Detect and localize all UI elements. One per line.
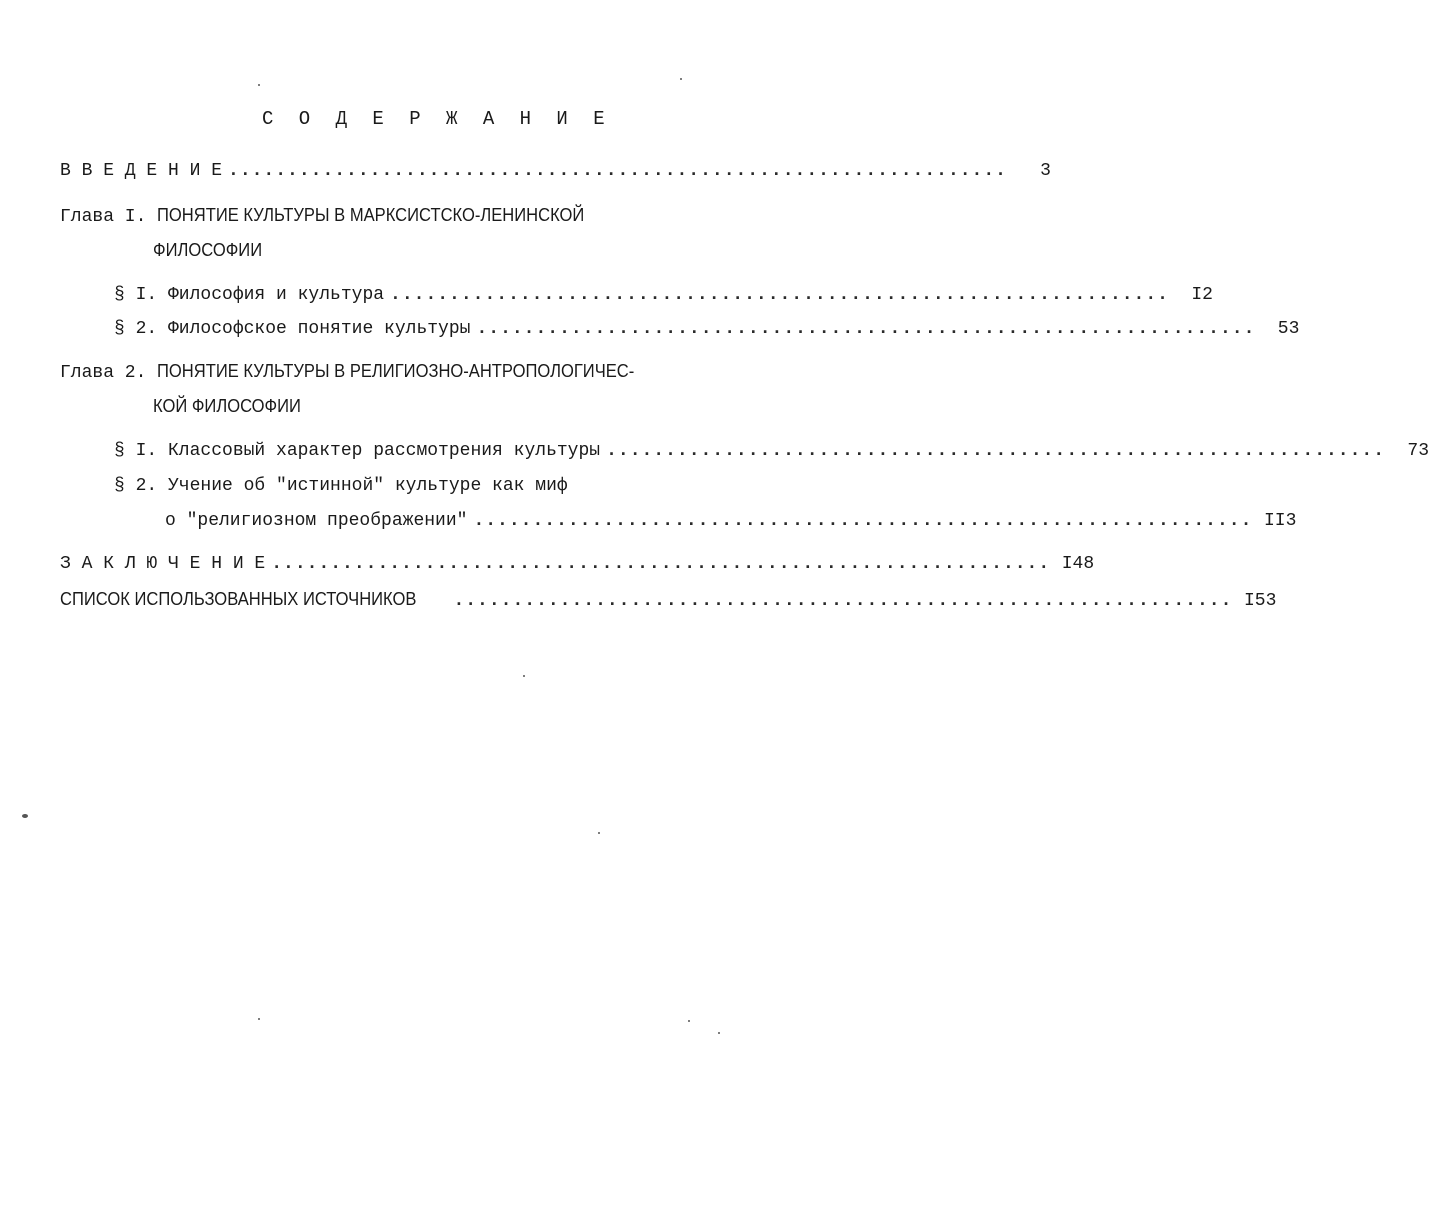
toc-entry-label: § 2. Учение об "истинной" культуре как миф	[114, 476, 568, 496]
chapter-label: Глава I.	[60, 207, 147, 227]
dot-leader: ..................................................................	[476, 319, 1256, 339]
chapter-title-continuation: ФИЛОСОФИИ	[153, 240, 263, 260]
scan-speck	[258, 84, 260, 86]
chapter-title: ПОНЯТИЕ КУЛЬТУРЫ В МАРКСИСТСКО-ЛЕНИНСКОЙ	[157, 205, 585, 225]
toc-chapter-2	[60, 360, 676, 384]
toc-chapter-1	[60, 204, 622, 228]
toc-entry-label: § I. Классовый характер рассмотрения культуры	[114, 441, 601, 461]
toc-entry-label-continuation: о "религиозном преображении"	[165, 511, 468, 531]
scan-speck	[688, 1020, 690, 1022]
toc-entry-section	[114, 440, 1429, 462]
chapter-title: ПОНЯТИЕ КУЛЬТУРЫ В РЕЛИГИОЗНО-АНТРОПОЛОГИЧЕС-	[157, 361, 635, 381]
scan-speck	[680, 78, 682, 80]
dot-leader: ..................................................................	[453, 591, 1233, 611]
toc-entry-section-line1	[114, 475, 568, 497]
toc-entry-bibliography	[60, 588, 1277, 612]
toc-entry-section	[165, 510, 1297, 532]
dot-leader: ..................................................................	[390, 285, 1169, 305]
toc-entry-label: СПИСОК ИСПОЛЬЗОВАННЫХ ИСТОЧНИКОВ	[60, 589, 417, 609]
toc-page-number: II3	[1263, 511, 1297, 531]
toc-chapter-1-title-cont	[153, 239, 272, 263]
chapter-label: Глава 2.	[60, 363, 147, 383]
toc-page-number: 73	[1407, 441, 1429, 461]
dot-leader: ..................................................................	[228, 161, 1007, 181]
toc-page-number: I48	[1061, 554, 1095, 574]
toc-page-number: 53	[1277, 319, 1300, 339]
toc-entry-label: § 2. Философское понятие культуры	[114, 319, 471, 339]
scan-speck	[718, 1032, 720, 1034]
dot-leader: ..................................................................	[473, 511, 1253, 531]
page-title: С О Д Е Р Ж А Н И Е	[262, 108, 612, 130]
toc-entry-section	[114, 284, 1213, 306]
dot-leader: ..................................................................	[271, 554, 1051, 574]
scan-speck	[258, 1018, 260, 1020]
toc-page-number: I2	[1191, 285, 1213, 305]
toc-chapter-2-title-cont	[153, 395, 314, 419]
toc-entry-section	[114, 318, 1300, 340]
toc-page-number: 3	[1040, 161, 1051, 181]
toc-entry-label: З А К Л Ю Ч Е Н И Е	[60, 554, 266, 574]
toc-entry-label: В В Е Д Е Н И Е	[60, 161, 223, 181]
toc-entry-label: § I. Философия и культура	[114, 285, 385, 305]
scan-speck	[523, 675, 525, 677]
toc-page-number: I53	[1243, 591, 1277, 611]
chapter-title-continuation: КОЙ ФИЛОСОФИИ	[153, 396, 301, 416]
toc-entry-introduction	[60, 160, 1051, 182]
scan-speck	[598, 832, 600, 834]
toc-entry-conclusion	[60, 553, 1095, 575]
dot-leader: ..................................................................	[606, 441, 1386, 461]
scan-speck	[22, 814, 28, 818]
